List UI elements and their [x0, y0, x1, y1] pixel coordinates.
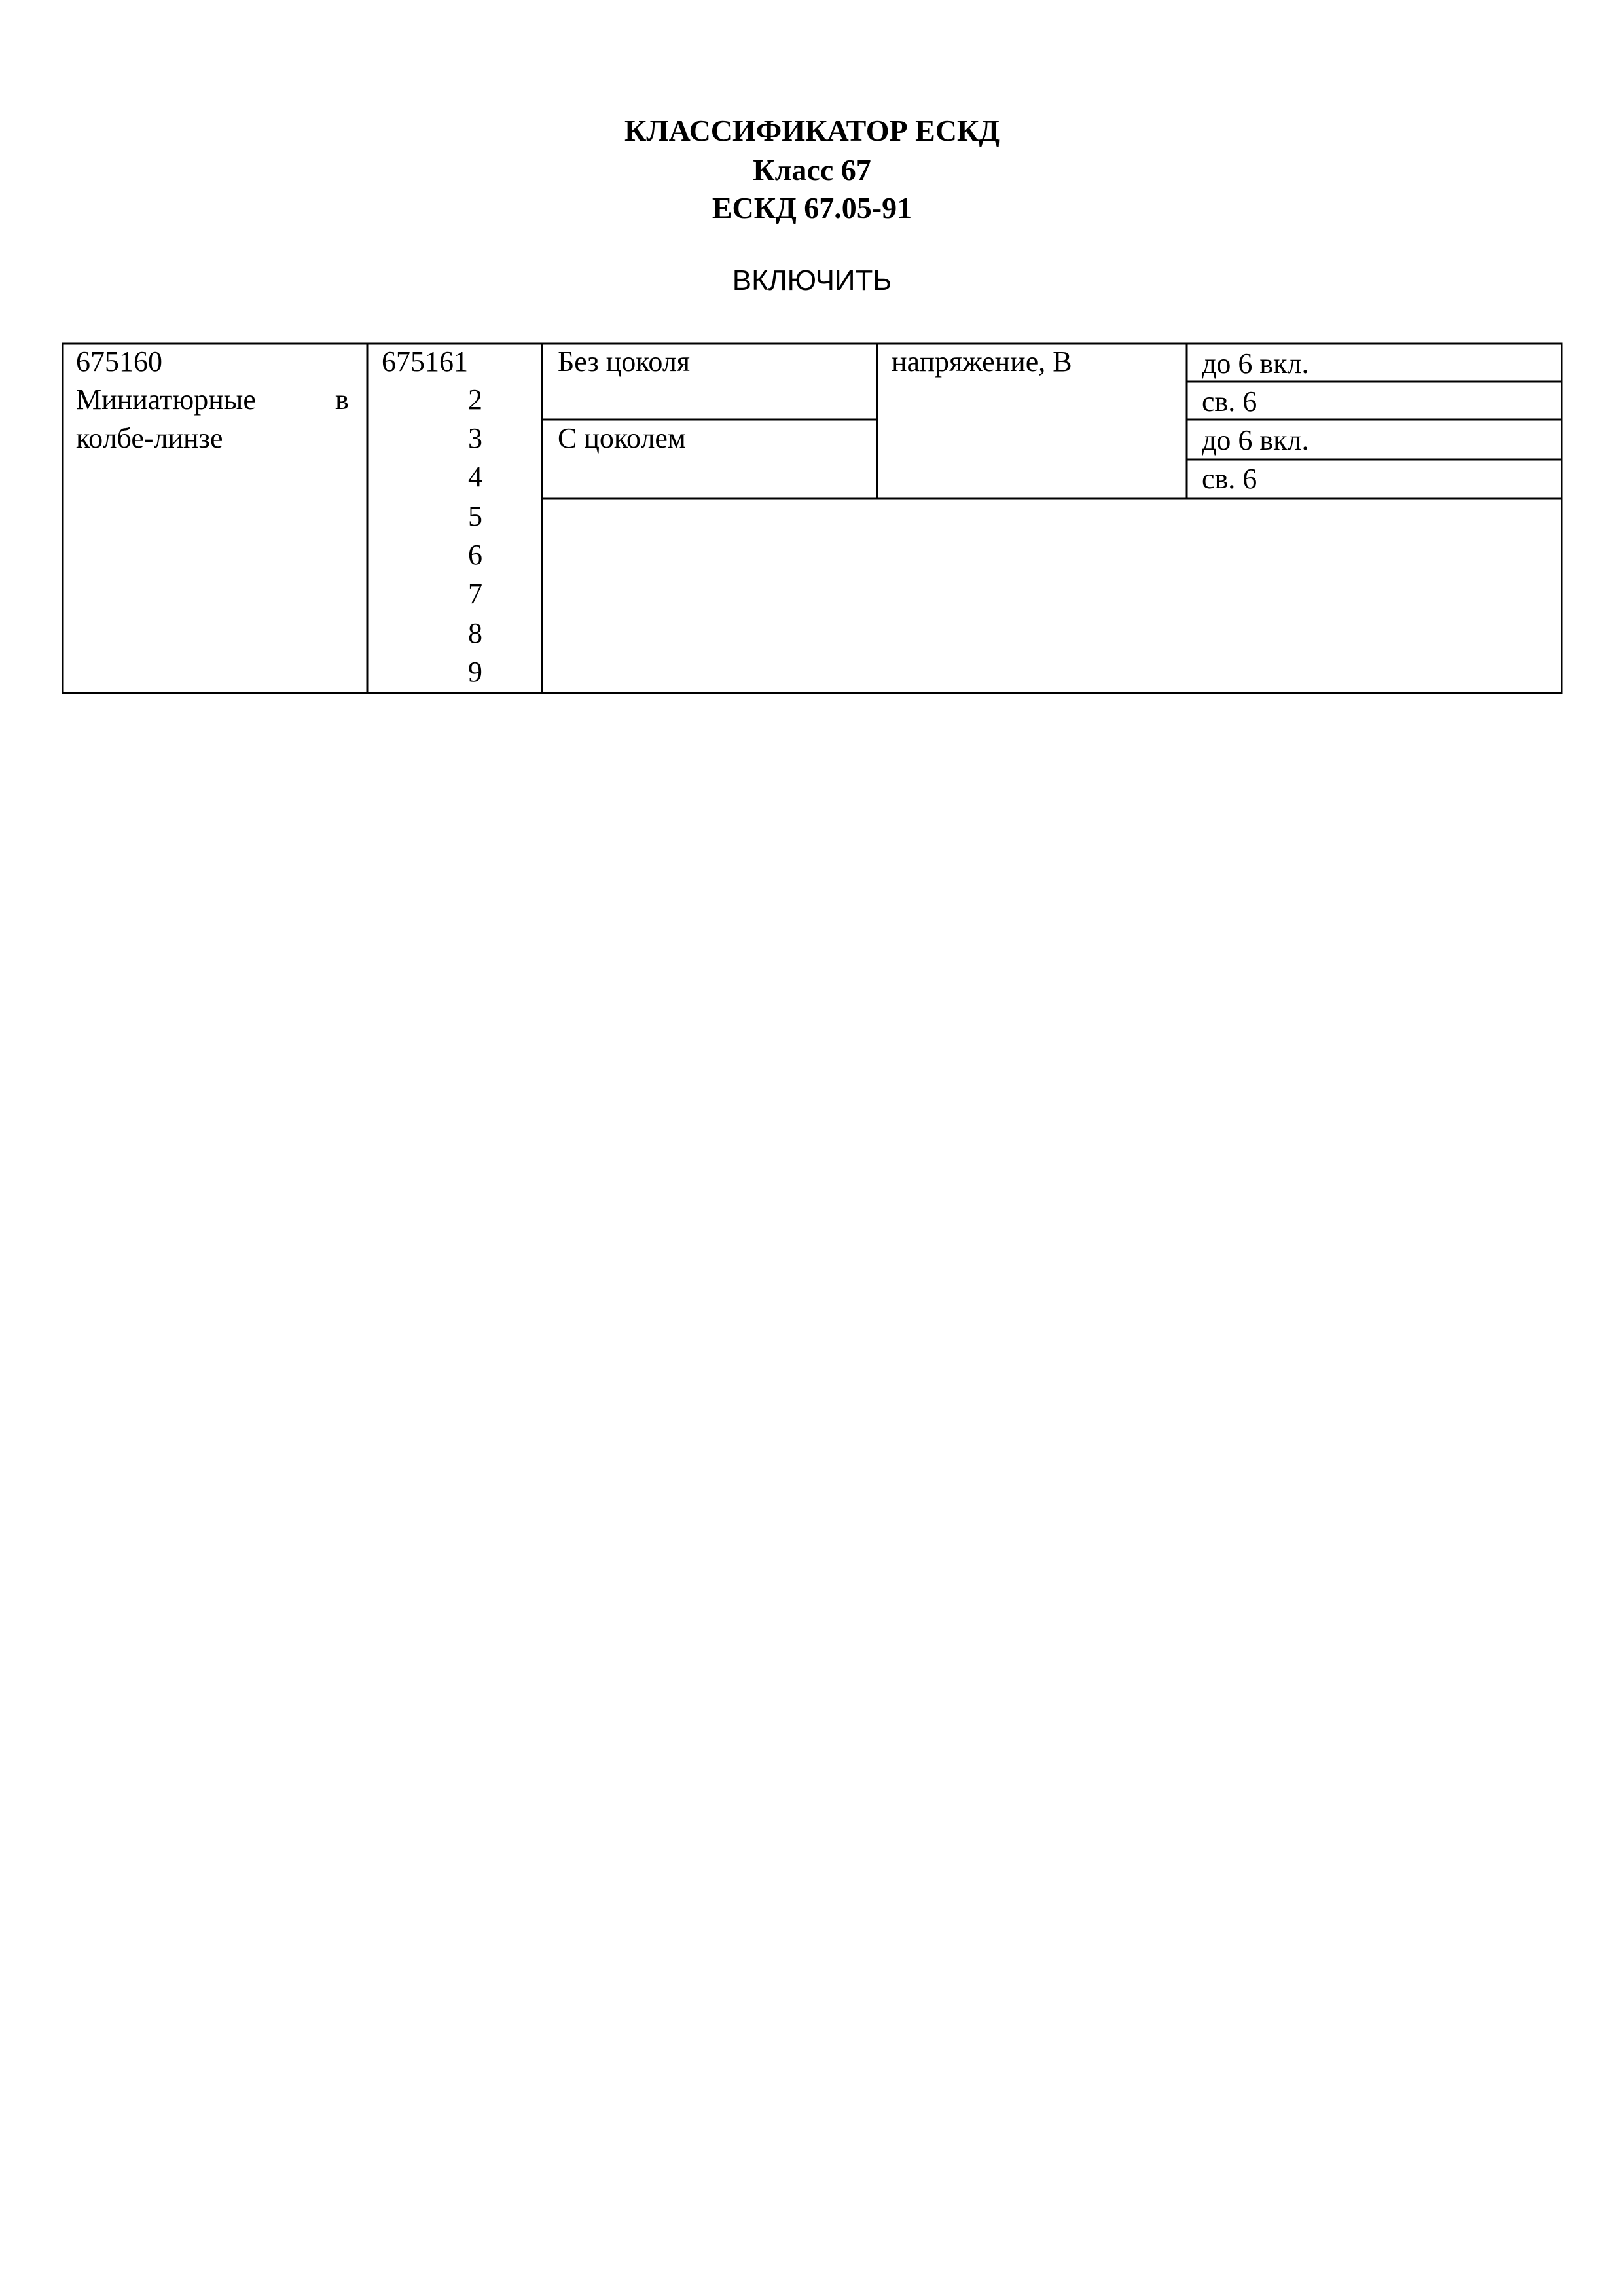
code-item: 2: [468, 384, 482, 416]
code-item: 8: [468, 617, 482, 649]
group-name-line2: колбе-линзе: [76, 422, 223, 454]
code-item: 5: [468, 500, 482, 532]
action-label: ВКЛЮЧИТЬ: [732, 264, 892, 296]
group-code: 675160: [76, 346, 162, 378]
range-value: до 6 вкл.: [1202, 348, 1309, 380]
group-name-line1-end: в: [335, 384, 349, 416]
code-item: 9: [468, 656, 482, 688]
base-type-without: Без цоколя: [558, 346, 691, 378]
table-border: [63, 344, 1562, 693]
group-name-line1: Миниатюрные: [76, 384, 256, 416]
code-item: 4: [468, 461, 482, 493]
range-value: св. 6: [1202, 463, 1257, 495]
parameter-label: напряжение, В: [892, 346, 1072, 378]
range-value: до 6 вкл.: [1202, 424, 1309, 456]
range-value: св. 6: [1202, 386, 1257, 418]
code-item: 7: [468, 578, 482, 610]
doc-code: ЕСКД 67.05-91: [712, 191, 912, 224]
code-item: 3: [468, 422, 482, 454]
document-title: КЛАССИФИКАТОР ЕСКД: [624, 114, 1000, 147]
first-code: 675161: [382, 346, 468, 378]
code-item: 6: [468, 539, 482, 571]
class-line: Класс 67: [753, 153, 871, 187]
base-type-with: С цоколем: [558, 422, 686, 454]
